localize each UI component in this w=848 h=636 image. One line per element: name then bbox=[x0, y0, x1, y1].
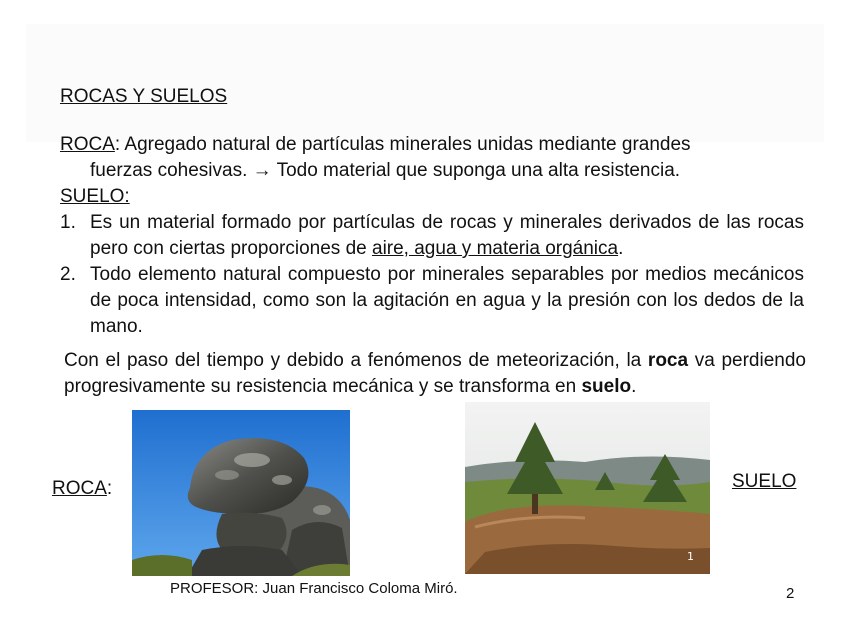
list-number-2: 2. bbox=[60, 264, 76, 285]
closing-part2: va perdiendo progresivamente su resistencia mecánica y se transforma en bbox=[64, 350, 806, 397]
slide-title: ROCAS Y SUELOS bbox=[60, 86, 228, 107]
closing-paragraph bbox=[64, 348, 806, 400]
list-item-1-text bbox=[90, 210, 804, 262]
suelo-list-item-2 bbox=[60, 262, 804, 340]
closing-bold-roca: roca bbox=[647, 350, 689, 371]
closing-part1: Con el paso del tiempo y debido a fenómenos de meteorización, la bbox=[64, 350, 648, 371]
suelo-heading: SUELO: bbox=[60, 186, 130, 207]
page-number: 2 bbox=[786, 585, 795, 602]
soil-photo-mark: 1 bbox=[687, 550, 694, 563]
roca-label-colon: : bbox=[106, 478, 113, 499]
roca-term: ROCA bbox=[60, 134, 115, 155]
roca-definition-text: : Agregado natural de partículas minerales unidas mediante grandes bbox=[114, 134, 691, 155]
list-number-1: 1. bbox=[60, 212, 76, 233]
title-band bbox=[26, 24, 824, 142]
roca-label-text: ROCA bbox=[52, 478, 107, 499]
list-item-1-after: . bbox=[618, 238, 624, 259]
closing-bold-suelo: suelo bbox=[581, 376, 632, 397]
suelo-label: SUELO bbox=[732, 471, 797, 492]
roca-label bbox=[52, 478, 112, 500]
list-item-1-before: Es un material formado por partículas de rocas y minerales derivados de las rocas pero con ciertas proporciones de bbox=[90, 212, 804, 259]
closing-part3: . bbox=[631, 376, 637, 397]
footer-author: PROFESOR: Juan Francisco Coloma Miró. bbox=[170, 580, 458, 597]
list-item-1-underlined: aire, agua y materia orgánica bbox=[372, 238, 619, 259]
suelo-list-item-1 bbox=[60, 210, 804, 262]
roca-definition-line2: fuerzas cohesivas. → Todo material que suponga una alta resistencia. bbox=[90, 160, 681, 181]
roca-definition bbox=[60, 132, 804, 184]
rock-photo bbox=[132, 410, 350, 576]
soil-photo bbox=[465, 402, 710, 574]
list-item-2-text: Todo elemento natural compuesto por minerales separables por medios mecánicos de poca intensidad, como son la agitación en agua y la presión con los dedos de la mano. bbox=[90, 264, 804, 337]
